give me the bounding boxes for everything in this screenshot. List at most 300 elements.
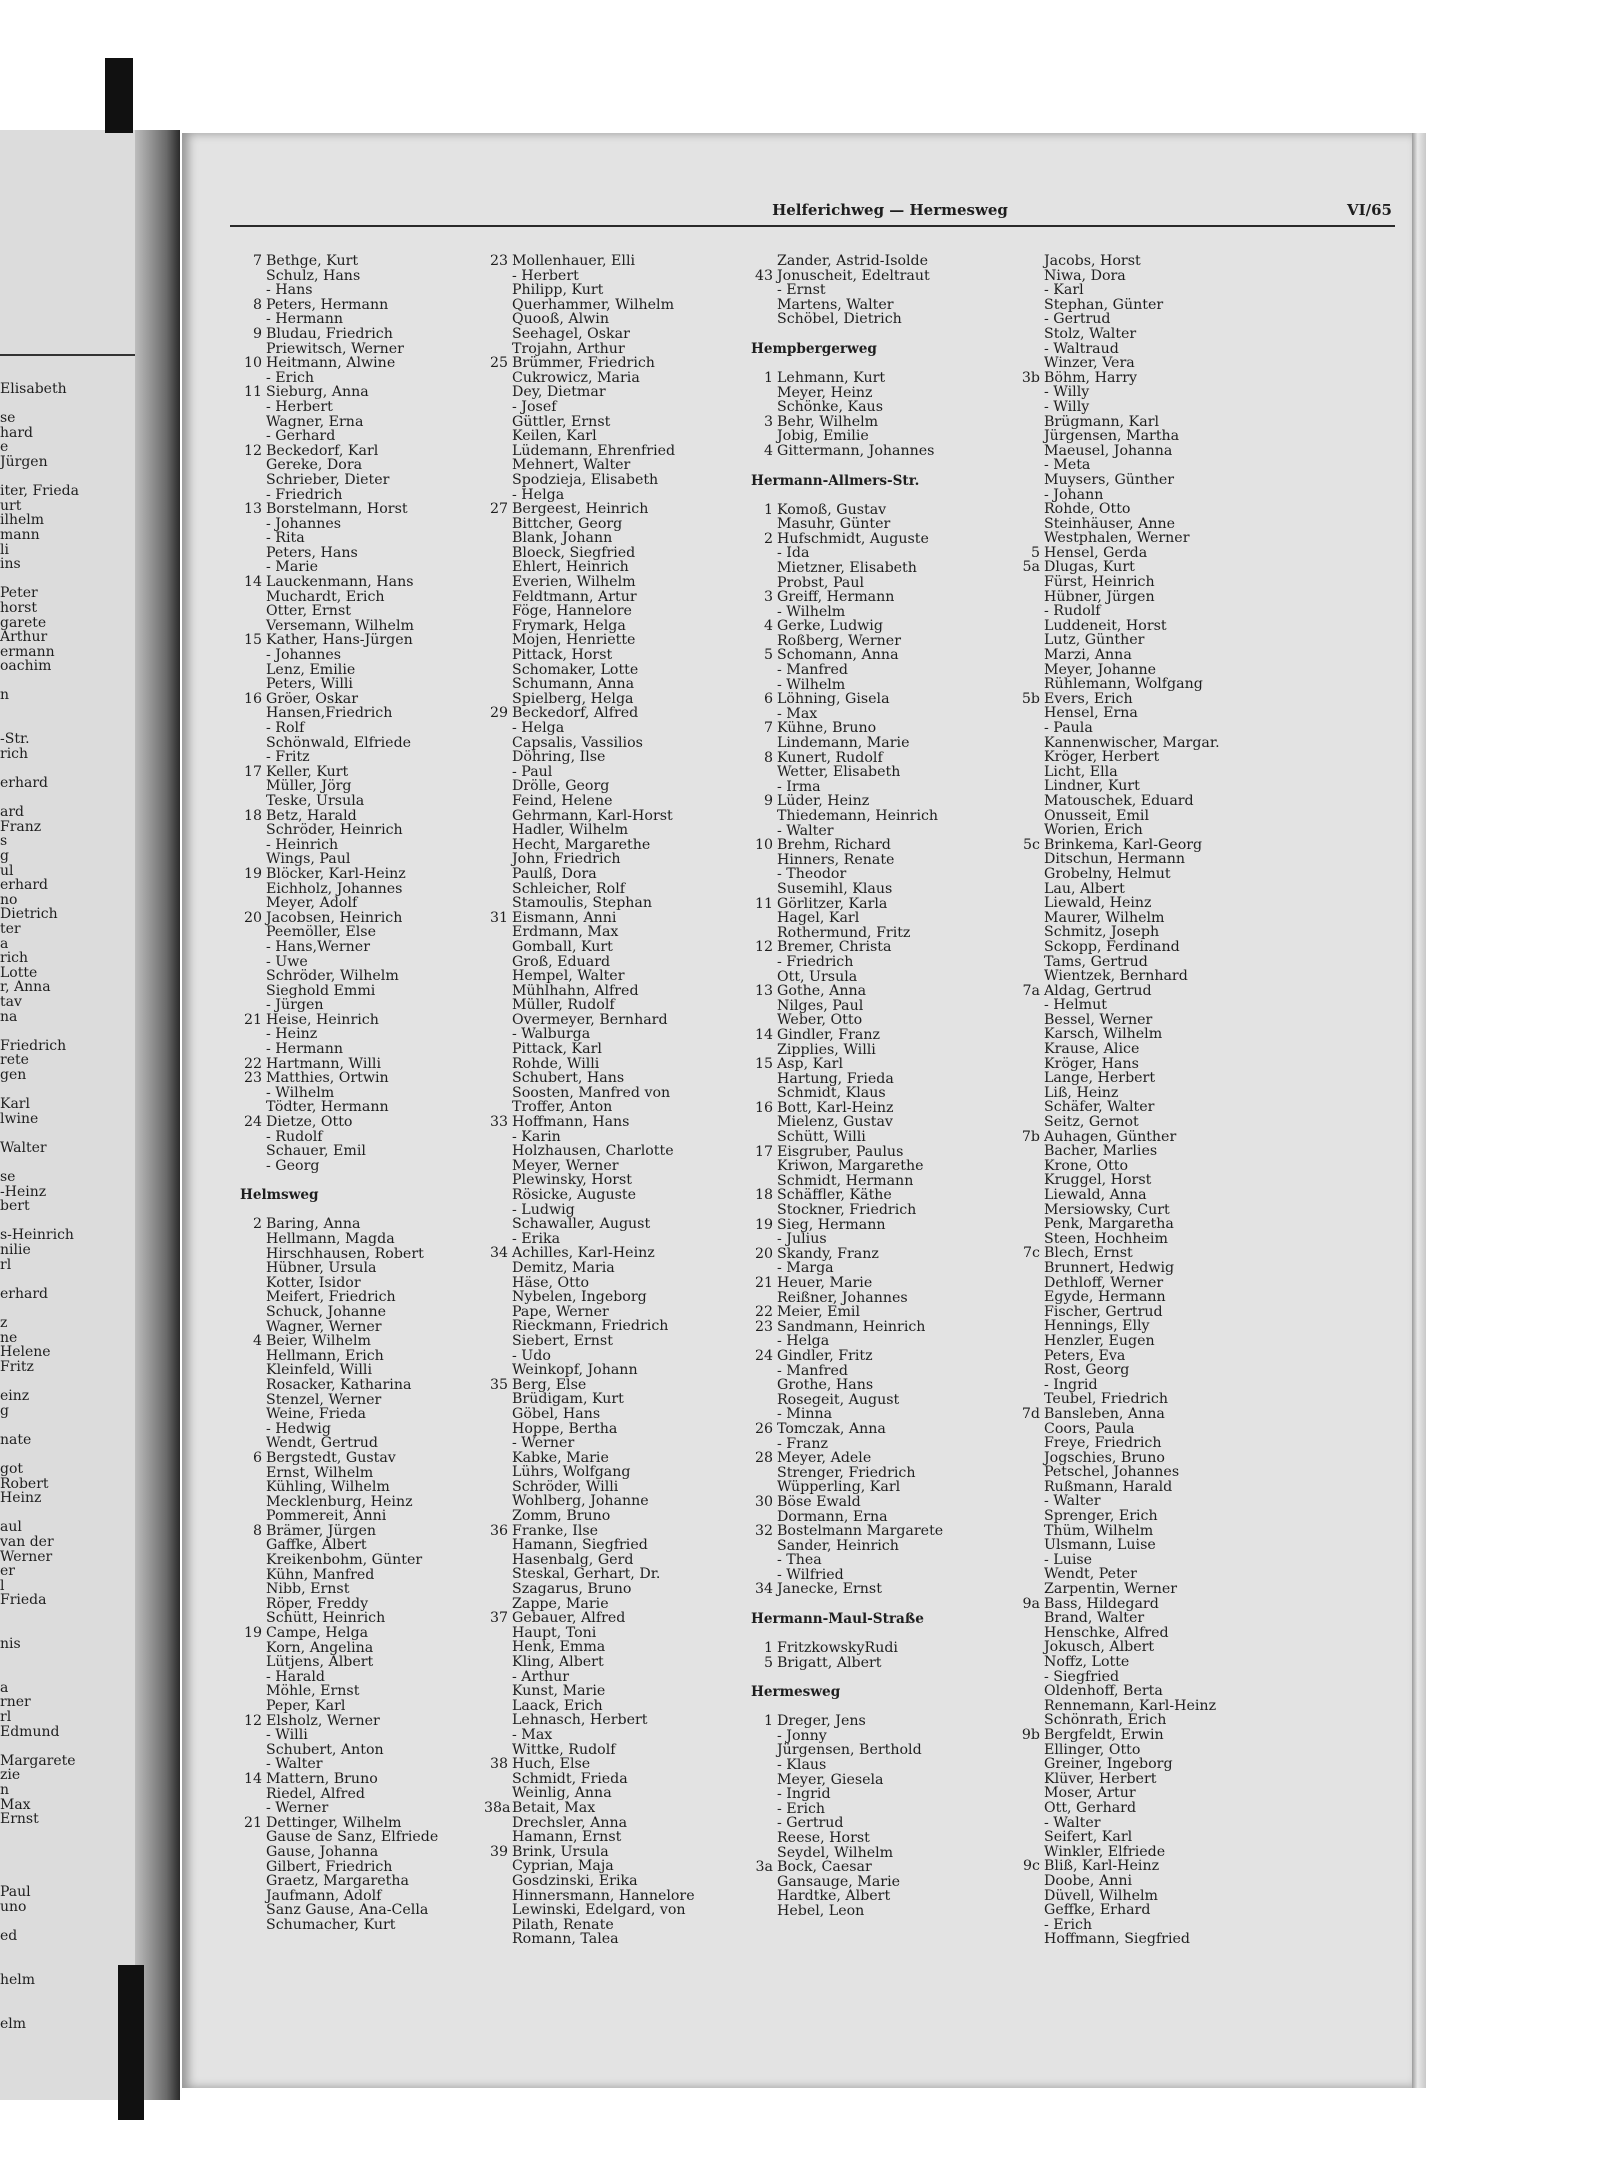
resident-entry — [749, 911, 1019, 926]
resident-name: Teske, Ursula — [266, 792, 365, 809]
resident-name: Holzhausen, Charlotte — [512, 1143, 674, 1160]
left-page-line: Walter — [0, 1140, 47, 1156]
resident-name: Gilbert, Friedrich — [266, 1858, 393, 1875]
resident-entry — [238, 896, 508, 911]
resident-entry — [749, 765, 1019, 780]
resident-name: - Harald — [266, 1668, 325, 1685]
resident-entry — [749, 1802, 1019, 1817]
house-number: 30 — [754, 1493, 773, 1510]
resident-name: Bacher, Marlies — [1044, 1143, 1158, 1160]
resident-entry — [1016, 1582, 1286, 1597]
resident-name: Seitz, Gernot — [1044, 1114, 1139, 1131]
resident-name: Peemöller, Else — [266, 924, 376, 941]
resident-name: - Erika — [512, 1230, 561, 1247]
resident-entry — [238, 1027, 508, 1042]
left-page-line: -Heinz — [0, 1184, 47, 1200]
resident-name: Groß, Eduard — [512, 953, 611, 970]
resident-name: - Wilhelm — [777, 603, 846, 620]
resident-name: - Marga — [777, 1260, 834, 1277]
resident-name: Gause, Johanna — [266, 1843, 379, 1860]
resident-name: - Paula — [1044, 720, 1093, 736]
resident-name: - Ludwig — [512, 1201, 575, 1218]
resident-name: Quooß, Alwin — [512, 311, 609, 328]
house-number: 14 — [243, 574, 262, 591]
resident-name: Sprenger, Erich — [1044, 1508, 1158, 1525]
resident-name: Reese, Horst — [777, 1830, 870, 1846]
resident-entry — [749, 736, 1019, 751]
resident-name: Zipplies, Willi — [777, 1041, 876, 1058]
resident-entry — [1016, 254, 1286, 269]
resident-name: Schuck, Johanne — [266, 1303, 386, 1320]
left-page-line: oachim — [0, 659, 52, 674]
left-page-line: Dietrich — [0, 907, 58, 922]
resident-entry — [484, 1173, 754, 1188]
resident-entry — [484, 604, 754, 619]
resident-name: Brigatt, Albert — [777, 1654, 882, 1671]
resident-name: Troffer, Anton — [512, 1099, 613, 1116]
house-number: 11 — [754, 895, 773, 912]
resident-name: Greiner, Ingeborg — [1044, 1756, 1173, 1773]
resident-name: Henzler, Eugen — [1044, 1332, 1155, 1349]
resident-entry — [1016, 1903, 1286, 1918]
resident-name: Doobe, Anni — [1044, 1872, 1133, 1889]
resident-entry — [749, 1582, 1019, 1597]
page-title: Helferichweg — Hermesweg — [772, 201, 1008, 219]
resident-name: Ott, Ursula — [777, 968, 858, 985]
resident-entry — [1016, 1422, 1286, 1437]
resident-entry — [749, 1846, 1019, 1861]
resident-name: Muchardt, Erich — [266, 588, 385, 605]
resident-entry — [749, 867, 1019, 882]
resident-entry — [1016, 371, 1286, 386]
resident-name: Jaufmann, Adolf — [266, 1887, 382, 1904]
resident-name: Everien, Wilhelm — [512, 574, 636, 591]
resident-name: Böhm, Harry — [1044, 369, 1137, 386]
left-page-line: got — [0, 1461, 24, 1477]
resident-entry — [484, 940, 754, 955]
resident-entry — [749, 1101, 1019, 1116]
resident-entry — [1016, 1640, 1286, 1655]
resident-name: Peters, Hans — [266, 544, 358, 561]
resident-entry — [238, 838, 508, 853]
resident-entry — [484, 1567, 754, 1582]
resident-entry — [749, 1188, 1019, 1203]
left-page-line: no — [0, 892, 18, 908]
resident-name: Drölle, Georg — [512, 778, 610, 795]
resident-entry — [238, 1728, 508, 1743]
resident-entry — [484, 736, 754, 751]
resident-name: Müller, Jörg — [266, 778, 352, 795]
resident-name: Schütt, Willi — [777, 1129, 866, 1146]
resident-name: - Herbert — [512, 267, 579, 284]
resident-entry — [484, 1713, 754, 1728]
resident-name: Hufschmidt, Auguste — [777, 530, 929, 547]
resident-entry — [484, 882, 754, 897]
house-number: 4 — [763, 618, 773, 635]
resident-name: Onusseit, Emil — [1044, 807, 1150, 824]
house-number: 9 — [763, 793, 773, 810]
resident-name: Brinkema, Karl-Georg — [1044, 836, 1203, 853]
resident-name: Muysers, Günther — [1044, 471, 1175, 488]
left-page-line: rner — [0, 1695, 31, 1711]
resident-entry — [749, 1875, 1019, 1890]
resident-name: Schäfer, Walter — [1044, 1099, 1155, 1116]
resident-entry — [238, 1874, 508, 1889]
resident-entry — [238, 1816, 508, 1831]
resident-entry — [484, 765, 754, 780]
resident-name: Cukrowicz, Maria — [512, 369, 640, 386]
resident-entry — [1016, 1290, 1286, 1305]
resident-entry — [1016, 1816, 1286, 1831]
resident-name: Kühling, Wilhelm — [266, 1479, 390, 1496]
resident-entry — [749, 1524, 1019, 1539]
resident-entry — [484, 1932, 754, 1947]
resident-name: Weine, Frieda — [266, 1406, 367, 1423]
resident-name: Baring, Anna — [266, 1216, 361, 1233]
resident-entry — [749, 1889, 1019, 1904]
house-number: 5a — [1022, 559, 1040, 576]
resident-entry — [484, 1188, 754, 1203]
left-page-line: a — [0, 936, 9, 952]
resident-entry — [1016, 1684, 1286, 1699]
resident-name: Meyer, Werner — [512, 1157, 619, 1174]
resident-entry — [238, 254, 508, 269]
resident-entry — [749, 955, 1019, 970]
resident-entry — [1016, 269, 1286, 284]
resident-name: Riedel, Alfred — [266, 1785, 365, 1802]
resident-name: - Jonny — [777, 1727, 827, 1744]
resident-name: Stenzel, Werner — [266, 1391, 382, 1408]
left-page-line — [0, 1841, 135, 1856]
resident-name: Lührs, Wolfgang — [512, 1464, 631, 1481]
resident-name: Sieburg, Anna — [266, 384, 369, 401]
resident-name: Böse Ewald — [777, 1493, 861, 1510]
resident-entry — [238, 502, 508, 517]
house-number: 13 — [243, 501, 262, 518]
resident-entry — [1016, 677, 1286, 692]
resident-entry — [1016, 1349, 1286, 1364]
left-page-line — [0, 1827, 135, 1842]
left-page-line: ard — [0, 805, 25, 820]
resident-entry — [484, 955, 754, 970]
resident-entry — [749, 1729, 1019, 1744]
resident-name: Schäffler, Käthe — [777, 1187, 892, 1204]
resident-entry — [238, 488, 508, 503]
resident-name: - Gerhard — [266, 428, 336, 445]
resident-name: Gindler, Fritz — [777, 1347, 873, 1364]
resident-entry — [749, 1276, 1019, 1291]
resident-name: Wittke, Rudolf — [512, 1741, 616, 1758]
resident-entry — [749, 576, 1019, 591]
resident-name: Rühlemann, Wolfgang — [1044, 676, 1203, 693]
house-number: 39 — [489, 1843, 508, 1860]
resident-entry — [484, 1655, 754, 1670]
left-page-line: zie — [0, 1768, 21, 1783]
resident-entry — [749, 648, 1019, 663]
resident-name: Skandy, Franz — [777, 1245, 879, 1262]
resident-entry — [1016, 1611, 1286, 1626]
resident-entry — [1016, 1407, 1286, 1422]
resident-entry — [238, 1086, 508, 1101]
resident-entry — [238, 560, 508, 575]
resident-entry — [749, 1510, 1019, 1525]
resident-entry — [238, 648, 508, 663]
resident-name: - Walburga — [512, 1026, 591, 1043]
resident-entry — [484, 1626, 754, 1641]
resident-name: Dethloff, Werner — [1044, 1274, 1164, 1291]
resident-entry — [1016, 1932, 1286, 1947]
resident-entry — [749, 1232, 1019, 1247]
resident-entry — [1016, 648, 1286, 663]
resident-name: Hübner, Ursula — [266, 1260, 377, 1277]
resident-name: Hinners, Renate — [777, 851, 895, 868]
resident-name: Seifert, Karl — [1044, 1829, 1133, 1846]
resident-name: Möhle, Ernst — [266, 1683, 360, 1700]
resident-name: Hartmann, Willi — [266, 1055, 382, 1072]
resident-name: Gittermann, Johannes — [777, 442, 935, 459]
resident-name: Lindner, Kurt — [1044, 778, 1140, 795]
resident-entry — [749, 605, 1019, 620]
resident-name: Schrieber, Dieter — [266, 471, 390, 488]
resident-name: Schütt, Heinrich — [266, 1610, 386, 1627]
resident-name: Dey, Dietmar — [512, 384, 606, 401]
resident-entry — [484, 283, 754, 298]
resident-entry — [238, 1451, 508, 1466]
left-page-line — [0, 1871, 135, 1886]
resident-name: Zander, Astrid-Isolde — [777, 253, 929, 269]
resident-entry — [484, 838, 754, 853]
resident-name: - Max — [512, 1726, 553, 1743]
resident-name: Petschel, Johannes — [1044, 1464, 1180, 1481]
resident-entry — [1016, 955, 1286, 970]
resident-name: Susemihl, Klaus — [777, 880, 893, 897]
resident-name: Dettinger, Wilhelm — [266, 1814, 402, 1831]
resident-entry — [238, 531, 508, 546]
resident-entry — [1016, 385, 1286, 400]
resident-entry — [1016, 1261, 1286, 1276]
resident-name: - Julius — [777, 1231, 827, 1248]
left-page-line: Robert — [0, 1476, 49, 1492]
resident-name: - Walter — [777, 822, 834, 839]
resident-name: Sandmann, Heinrich — [777, 1318, 926, 1335]
resident-name: Ernst, Wilhelm — [266, 1464, 374, 1481]
resident-entry — [749, 1145, 1019, 1160]
resident-entry — [1016, 1144, 1286, 1159]
resident-entry — [484, 1013, 754, 1028]
resident-entry — [484, 925, 754, 940]
resident-entry — [238, 283, 508, 298]
resident-name: Zomm, Bruno — [512, 1508, 611, 1525]
resident-entry — [484, 1874, 754, 1889]
resident-entry — [749, 1437, 1019, 1452]
resident-name: Lindemann, Marie — [777, 735, 910, 752]
house-number: 35 — [489, 1376, 508, 1393]
resident-name: Schomaker, Lotte — [512, 661, 639, 678]
resident-name: Schubert, Hans — [512, 1070, 625, 1087]
resident-entry — [484, 1130, 754, 1145]
resident-entry — [1016, 765, 1286, 780]
house-number: 5 — [763, 1654, 773, 1671]
resident-entry — [1016, 1538, 1286, 1553]
resident-name: - Erich — [266, 369, 315, 386]
house-number: 1 — [763, 501, 773, 518]
resident-entry — [484, 1071, 754, 1086]
resident-entry — [484, 502, 754, 517]
resident-entry — [1016, 1100, 1286, 1115]
left-page-line: er — [0, 1564, 15, 1579]
resident-name: Schönwald, Elfriede — [266, 734, 412, 751]
house-number: 7a — [1022, 982, 1040, 999]
resident-entry — [238, 1743, 508, 1758]
resident-entry — [238, 1684, 508, 1699]
resident-name: Rothermund, Fritz — [777, 924, 911, 941]
house-number: 24 — [754, 1347, 773, 1364]
resident-entry — [484, 546, 754, 561]
left-page-line: gen — [0, 1067, 27, 1083]
resident-name: - Friedrich — [777, 953, 854, 970]
resident-entry — [484, 1538, 754, 1553]
resident-name: Schönke, Kaus — [777, 399, 883, 416]
resident-entry — [238, 604, 508, 619]
resident-name: Peters, Eva — [1044, 1347, 1126, 1364]
resident-entry — [749, 1261, 1019, 1276]
resident-entry — [238, 882, 508, 897]
resident-entry — [749, 984, 1019, 999]
resident-name: - Hans — [266, 282, 313, 299]
resident-entry — [749, 809, 1019, 824]
resident-name: Hagel, Karl — [777, 910, 860, 927]
left-page-line — [0, 1214, 135, 1229]
resident-name: Kunst, Marie — [512, 1683, 606, 1700]
house-number: 26 — [754, 1420, 773, 1437]
house-number: 16 — [754, 1099, 773, 1116]
resident-name: Hinnersmann, Hannelore — [512, 1887, 695, 1904]
resident-entry — [749, 386, 1019, 401]
resident-name: Bethge, Kurt — [266, 253, 359, 269]
house-number: 9b — [1021, 1726, 1040, 1743]
resident-name: Mehnert, Walter — [512, 457, 631, 474]
resident-name: Schröder, Willi — [512, 1478, 619, 1495]
resident-entry — [484, 1334, 754, 1349]
resident-name: Zappe, Marie — [512, 1595, 609, 1612]
left-page-line: Lotte — [0, 965, 38, 981]
resident-name: Probst, Paul — [777, 574, 864, 591]
resident-name: - Hermann — [266, 1041, 344, 1058]
resident-entry — [1016, 1655, 1286, 1670]
resident-entry — [749, 1451, 1019, 1466]
resident-entry — [1016, 1305, 1286, 1320]
resident-entry — [484, 1582, 754, 1597]
resident-name: Mattern, Bruno — [266, 1770, 378, 1787]
resident-name: Nilges, Paul — [777, 997, 864, 1014]
left-page-line: erhard — [0, 1286, 48, 1302]
resident-name: Thiedemann, Heinrich — [777, 808, 939, 824]
resident-entry — [484, 531, 754, 546]
resident-entry — [484, 1378, 754, 1393]
left-page-line: Franz — [0, 819, 42, 835]
left-page-line — [0, 1374, 135, 1389]
resident-entry — [238, 940, 508, 955]
resident-name: Strenger, Friedrich — [777, 1464, 916, 1481]
resident-entry — [1016, 1203, 1286, 1218]
resident-entry — [1016, 633, 1286, 648]
resident-name: - Uwe — [266, 953, 308, 970]
resident-name: Hamann, Ernst — [512, 1829, 622, 1846]
resident-name: - Wilhelm — [266, 1084, 335, 1101]
resident-name: Gebauer, Alfred — [512, 1610, 626, 1627]
house-number: 27 — [489, 501, 508, 518]
resident-entry — [238, 750, 508, 765]
resident-entry — [238, 1349, 508, 1364]
resident-entry — [1016, 546, 1286, 561]
left-page-line — [0, 1272, 135, 1287]
resident-name: Bludau, Friedrich — [266, 325, 393, 342]
house-number: 20 — [754, 1245, 773, 1262]
resident-name: - Manfred — [777, 662, 848, 679]
left-page-line: Edmund — [0, 1724, 60, 1740]
resident-entry — [749, 721, 1019, 736]
resident-entry — [1016, 925, 1286, 940]
left-page-line: iter, Frieda — [0, 484, 79, 499]
resident-entry — [749, 1743, 1019, 1758]
resident-entry — [484, 852, 754, 867]
left-page-line: mann — [0, 527, 40, 543]
resident-name: Asp, Karl — [777, 1056, 844, 1073]
resident-entry — [749, 926, 1019, 941]
left-page-line: erhard — [0, 878, 48, 893]
resident-name: Korn, Angelina — [266, 1639, 374, 1656]
resident-entry — [484, 823, 754, 838]
left-page-rule — [0, 354, 135, 356]
resident-name: Cyprian, Maja — [512, 1858, 614, 1875]
resident-name: Elsholz, Werner — [266, 1712, 380, 1729]
resident-entry — [238, 1582, 508, 1597]
resident-entry — [238, 663, 508, 678]
resident-entry — [1016, 852, 1286, 867]
resident-name: Gaffke, Albert — [266, 1537, 367, 1554]
resident-name: Hecht, Margarethe — [512, 836, 651, 853]
resident-entry — [1016, 327, 1286, 342]
left-page-line: Ernst — [0, 1812, 39, 1827]
resident-entry — [749, 1305, 1019, 1320]
house-number: 18 — [243, 807, 262, 824]
resident-name: Westphalen, Werner — [1044, 530, 1190, 547]
resident-entry — [749, 1407, 1019, 1422]
resident-entry — [238, 1524, 508, 1539]
resident-name: Teubel, Friedrich — [1044, 1391, 1168, 1408]
resident-name: - Friedrich — [266, 486, 343, 503]
house-number: 7 — [252, 253, 262, 269]
resident-name: Klüver, Herbert — [1044, 1770, 1157, 1787]
resident-name: Schönrath, Erich — [1044, 1712, 1167, 1729]
resident-name: Schomann, Anna — [777, 647, 899, 664]
resident-name: Schulz, Hans — [266, 267, 361, 284]
resident-entry — [1016, 1465, 1286, 1480]
resident-name: Tödter, Hermann — [266, 1099, 389, 1116]
resident-entry — [484, 619, 754, 634]
resident-entry — [1016, 1524, 1286, 1539]
resident-entry — [238, 1042, 508, 1057]
left-page-line: s-Heinrich — [0, 1228, 74, 1244]
resident-entry — [484, 1159, 754, 1174]
resident-name: Ott, Gerhard — [1044, 1799, 1137, 1816]
resident-entry — [1016, 823, 1286, 838]
house-number: 12 — [243, 442, 262, 459]
resident-name: Kannenwischer, Margar. — [1044, 734, 1220, 751]
resident-name: Schmidt, Hermann — [777, 1172, 914, 1189]
left-page-line: Helene — [0, 1345, 51, 1360]
resident-name: Brüdigam, Kurt — [512, 1391, 624, 1408]
